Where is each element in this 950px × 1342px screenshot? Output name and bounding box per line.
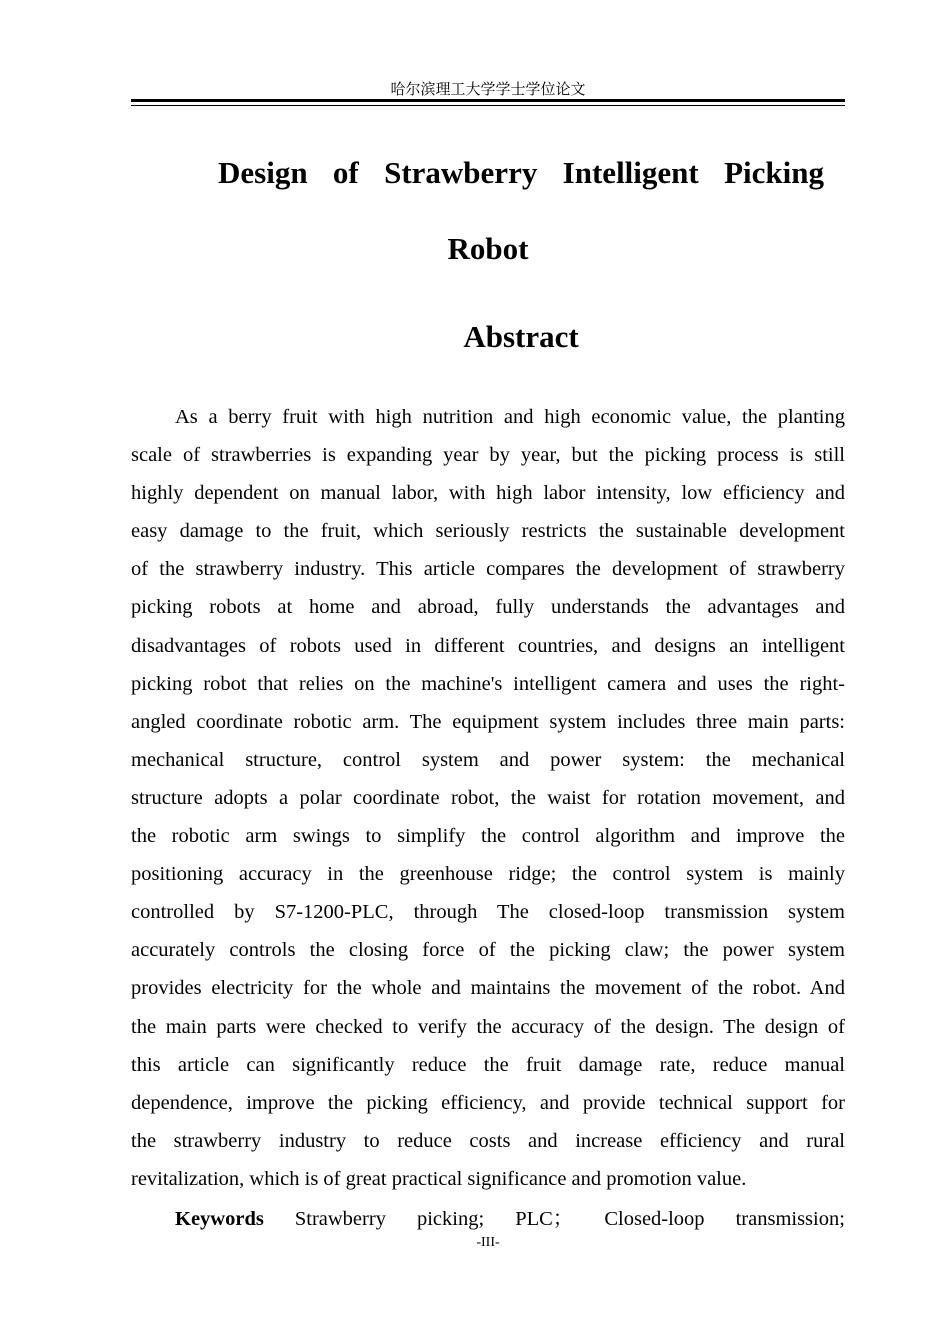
abstract-line: highly dependent on manual labor, with high labor intensity, low efficiency and	[131, 482, 845, 505]
abstract-line: structure adopts a polar coordinate robot, the waist for rotation movement, and	[131, 786, 845, 809]
abstract-line: picking robot that relies on the machine's intelligent camera and uses the right-	[131, 672, 845, 695]
abstract-body	[131, 398, 845, 1198]
keywords-label: Keywords	[175, 1208, 264, 1230]
abstract-line: disadvantages of robots used in different countries, and designs an intelligent	[131, 634, 845, 657]
keyword-word: Strawberry	[294, 1208, 386, 1230]
abstract-line: accurately controls the closing force of the picking claw; the power system	[131, 939, 845, 962]
abstract-line: easy damage to the fruit, which seriously restricts the sustainable development	[131, 520, 845, 543]
abstract-line: the main parts were checked to verify the accuracy of the design. The design of	[131, 1015, 845, 1038]
page-header: 哈尔滨理工大学学士学位论文	[390, 80, 586, 98]
abstract-line: angled coordinate robotic arm. The equipment system includes three main parts:	[131, 710, 845, 733]
keyword-word: picking;	[416, 1208, 485, 1230]
abstract-line: of the strawberry industry. This article compares the development of strawberry	[131, 558, 845, 581]
abstract-line: scale of strawberries is expanding year by year, but the picking process is still	[131, 444, 845, 467]
abstract-line: revitalization, which is of great practical significance and promotion value.	[131, 1167, 747, 1190]
header-double-rule	[131, 99, 845, 106]
abstract-line: dependence, improve the picking efficiency, and provide technical support for	[131, 1091, 845, 1114]
thesis-title-line-1: Design of Strawberry Intelligent Picking	[218, 155, 824, 190]
abstract-line: this article can significantly reduce the fruit damage rate, reduce manual	[131, 1053, 845, 1076]
abstract-line: picking robots at home and abroad, fully understands the advantages and	[131, 596, 845, 619]
thesis-title-line-2: Robot	[447, 231, 529, 266]
abstract-line: controlled by S7-1200-PLC, through The closed-loop transmission system	[131, 901, 845, 924]
keyword-word: transmission;	[735, 1208, 845, 1230]
keyword-word: PLC；	[515, 1208, 574, 1230]
abstract-line: positioning accuracy in the greenhouse ridge; the control system is mainly	[131, 863, 845, 886]
keywords-line	[175, 1200, 845, 1238]
abstract-line: the robotic arm swings to simplify the control algorithm and improve the	[131, 825, 845, 848]
abstract-line: provides electricity for the whole and maintains the movement of the robot. And	[131, 977, 845, 1000]
keyword-word: Closed-loop	[604, 1208, 705, 1230]
abstract-line: As a berry fruit with high nutrition and high economic value, the planting	[175, 406, 845, 428]
page-number: -III-	[476, 1235, 500, 1250]
abstract-heading: Abstract	[463, 319, 579, 354]
abstract-line: mechanical structure, control system and power system: the mechanical	[131, 748, 845, 771]
abstract-line: the strawberry industry to reduce costs and increase efficiency and rural	[131, 1129, 845, 1152]
